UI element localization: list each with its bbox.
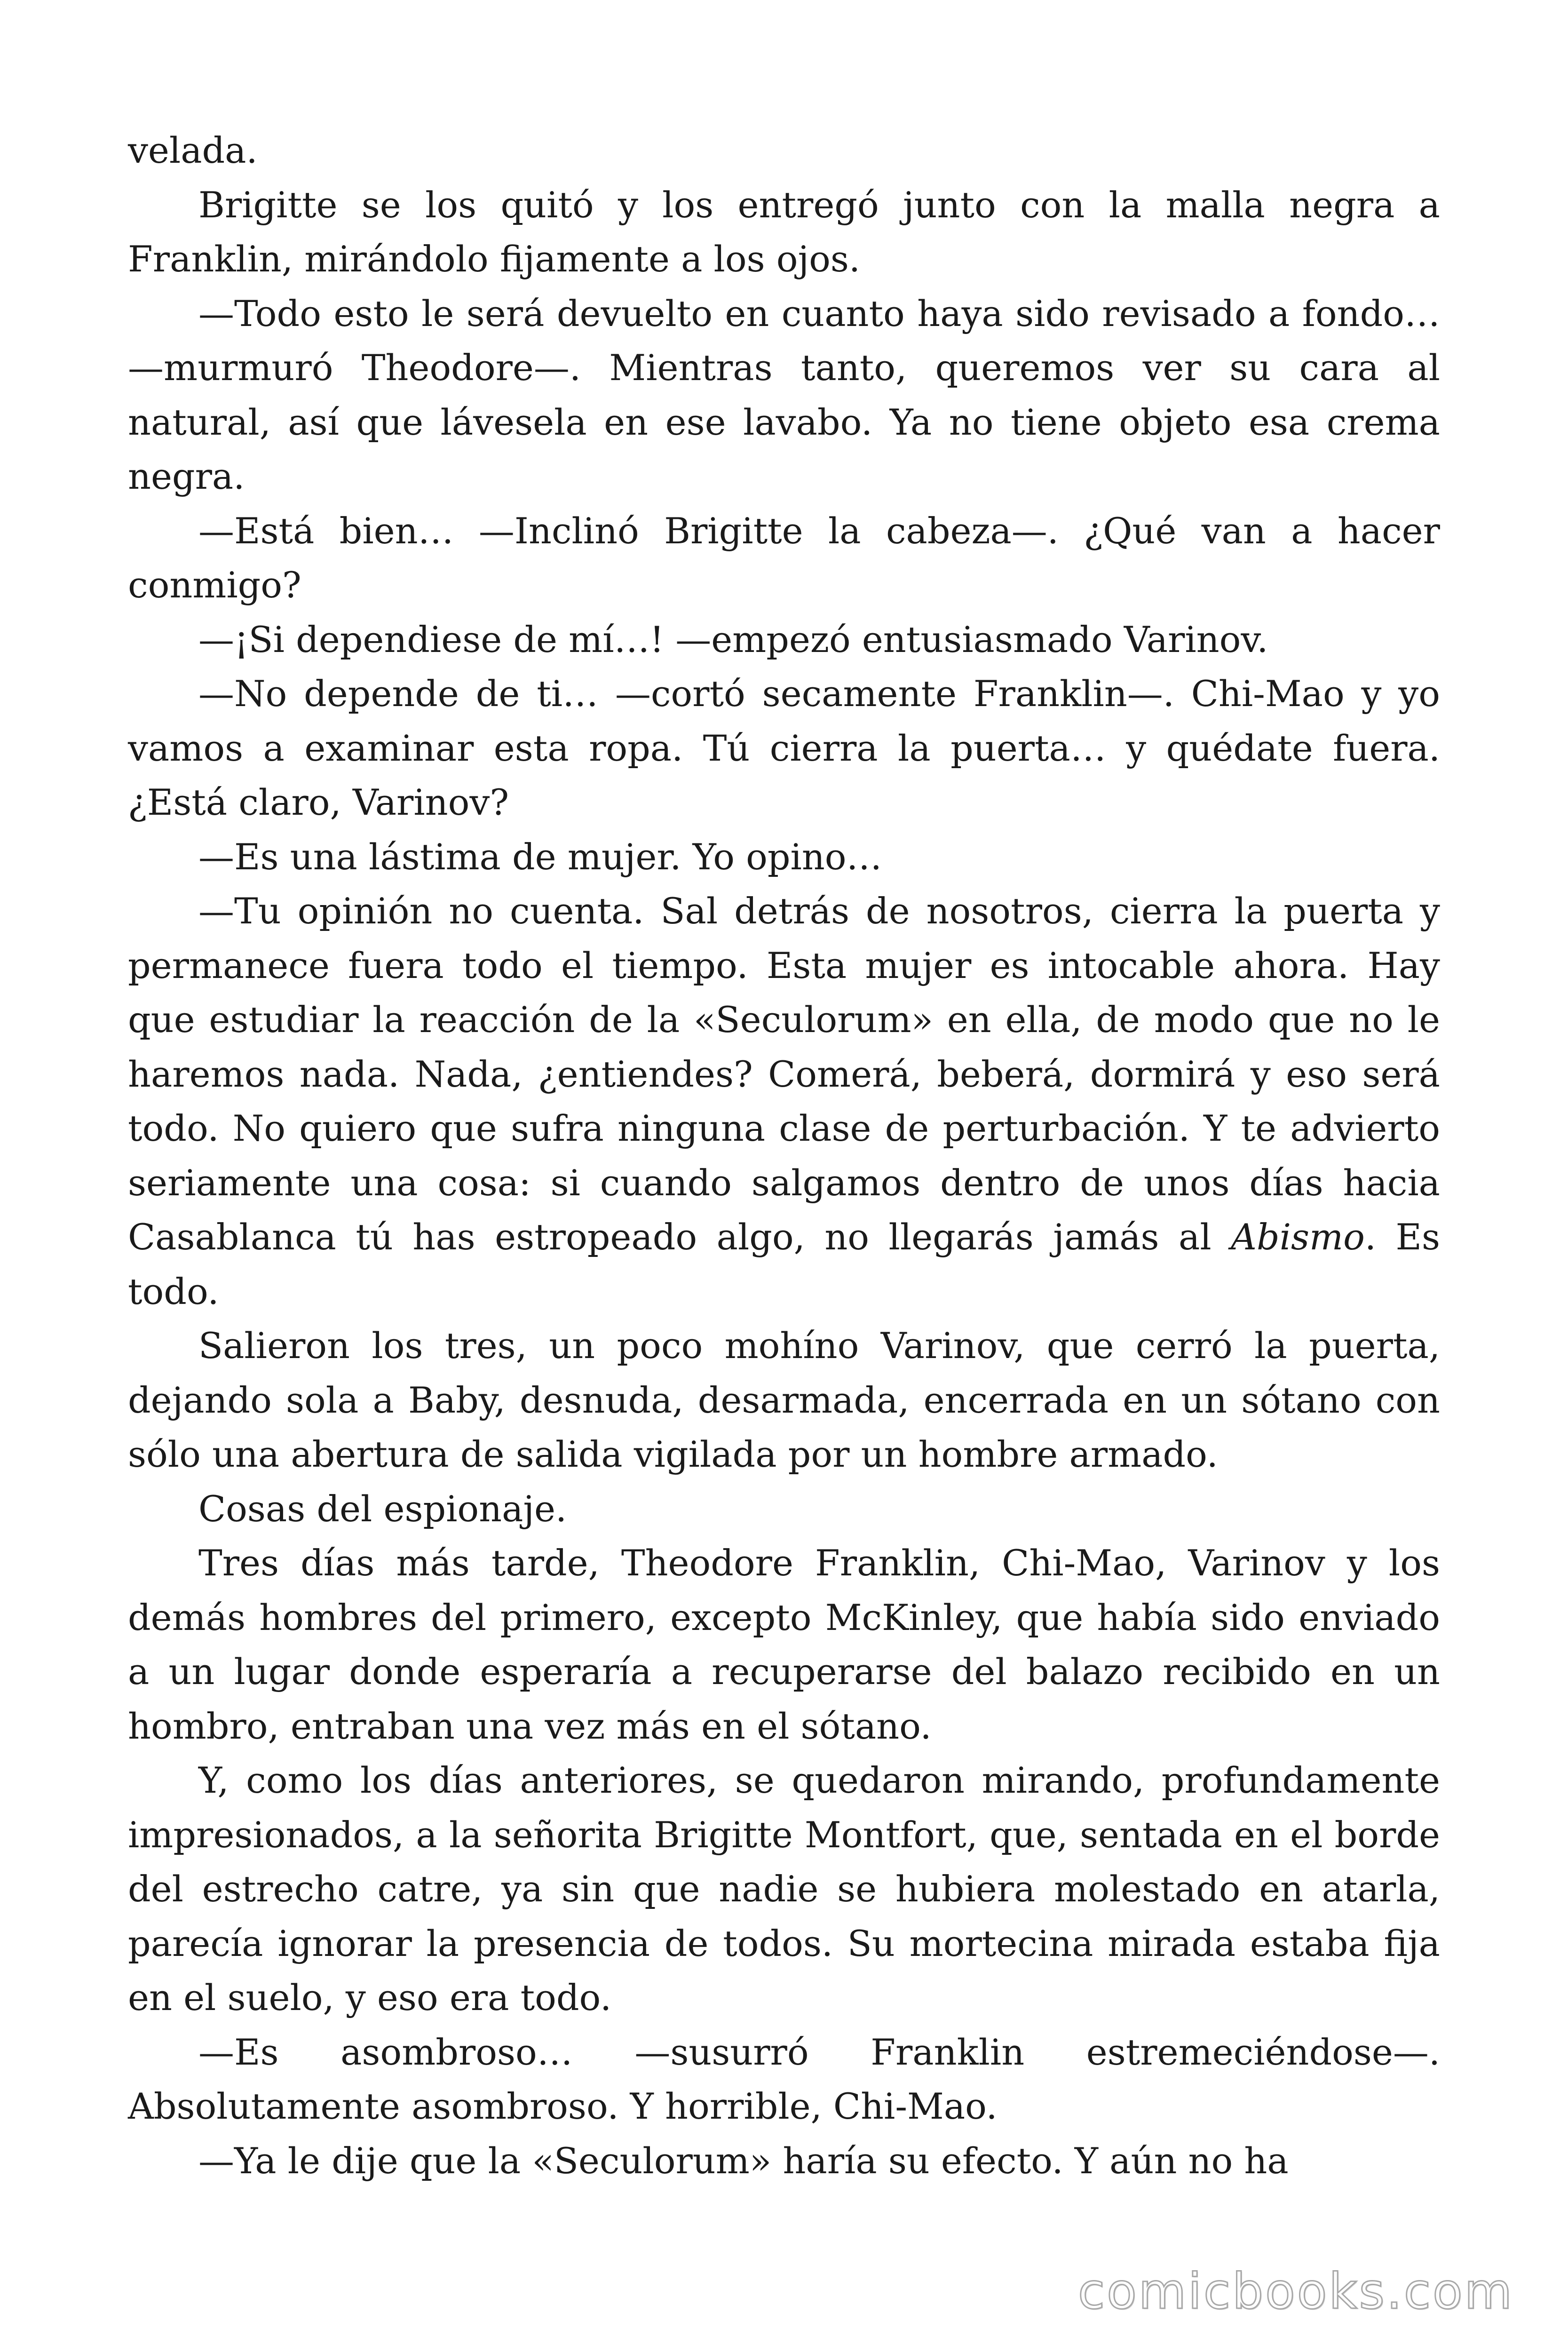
paragraph-12: Y, como los días anteriores, se quedaron mirando, profundamente impresionados, a la señorita Brigitte Montfort, que, sentada en el borde del estrecho catre, ya sin que nadie se hubiera molestado en atarla, parecía ignorar la presencia de todos. Su mortecina mirada estaba fija en el suelo, y eso era todo. [128, 1759, 1440, 2018]
paragraph-1: velada. [128, 129, 258, 171]
paragraph-8-text-after: . Es todo. [128, 1216, 1440, 1312]
paragraph-13: —Es asombroso… —susurró Franklin estremeciéndose—. Absolutamente asombroso. Y horrible, Chi-Mao. [128, 2031, 1440, 2127]
paragraph-4: —Está bien… —Inclinó Brigitte la cabeza—. ¿Qué van a hacer conmigo? [128, 509, 1440, 606]
paragraph-8-text-before: —Tu opinión no cuenta. Sal detrás de nosotros, cierra la puerta y permanece fuera todo el tiempo. Esta mujer es intocable ahora. Hay que estudiar la reacción de la «Seculorum» en ella, de modo que no le haremos nada. Nada, ¿entiendes? Comerá, beberá, dormirá y eso será todo. No quiero que sufra ninguna clase de perturbación. Y te advierto seriamente una cosa: si cuando salgamos dentro de unos días hacia Casablanca tú has estropeado algo, no llegarás jamás al [128, 890, 1440, 1258]
paragraph-10: Cosas del espionaje. [198, 1487, 567, 1530]
watermark-logo: comicbooks.com [1077, 2263, 1514, 2320]
paragraph-8 [128, 884, 1440, 1319]
paragraph-3: —Todo esto le será devuelto en cuanto haya sido revisado a fondo… —murmuró Theodore—. Mientras tanto, queremos ver su cara al natural, así que lávesela en ese lavabo. Ya no tiene objeto esa crema negra. [128, 292, 1440, 497]
book-page-text [128, 123, 1440, 2188]
paragraph-8-italic-abismo: Abismo [1231, 1216, 1365, 1258]
paragraph-5: —¡Si dependiese de mí…! —empezó entusiasmado Varinov. [198, 618, 1268, 660]
paragraph-7: —Es una lástima de mujer. Yo opino… [198, 835, 882, 878]
paragraph-2: Brigitte se los quitó y los entregó junto con la malla negra a Franklin, mirándolo fijamente a los ojos. [128, 183, 1440, 280]
paragraph-9: Salieron los tres, un poco mohíno Varinov, que cerró la puerta, dejando sola a Baby, desnuda, desarmada, encerrada en un sótano con sólo una abertura de salida vigilada por un hombre armado. [128, 1325, 1440, 1475]
paragraph-11: Tres días más tarde, Theodore Franklin, Chi-Mao, Varinov y los demás hombres del primero, excepto McKinley, que había sido enviado a un lugar donde esperaría a recuperarse del balazo recibido en un hombro, entraban una vez más en el sótano. [128, 1542, 1440, 1747]
paragraph-6: —No depende de ti… —cortó secamente Franklin—. Chi-Mao y yo vamos a examinar esta ropa. Tú cierra la puerta… y quédate fuera. ¿Está claro, Varinov? [128, 673, 1440, 823]
paragraph-14: —Ya le dije que la «Seculorum» haría su efecto. Y aún no ha [198, 2139, 1289, 2182]
